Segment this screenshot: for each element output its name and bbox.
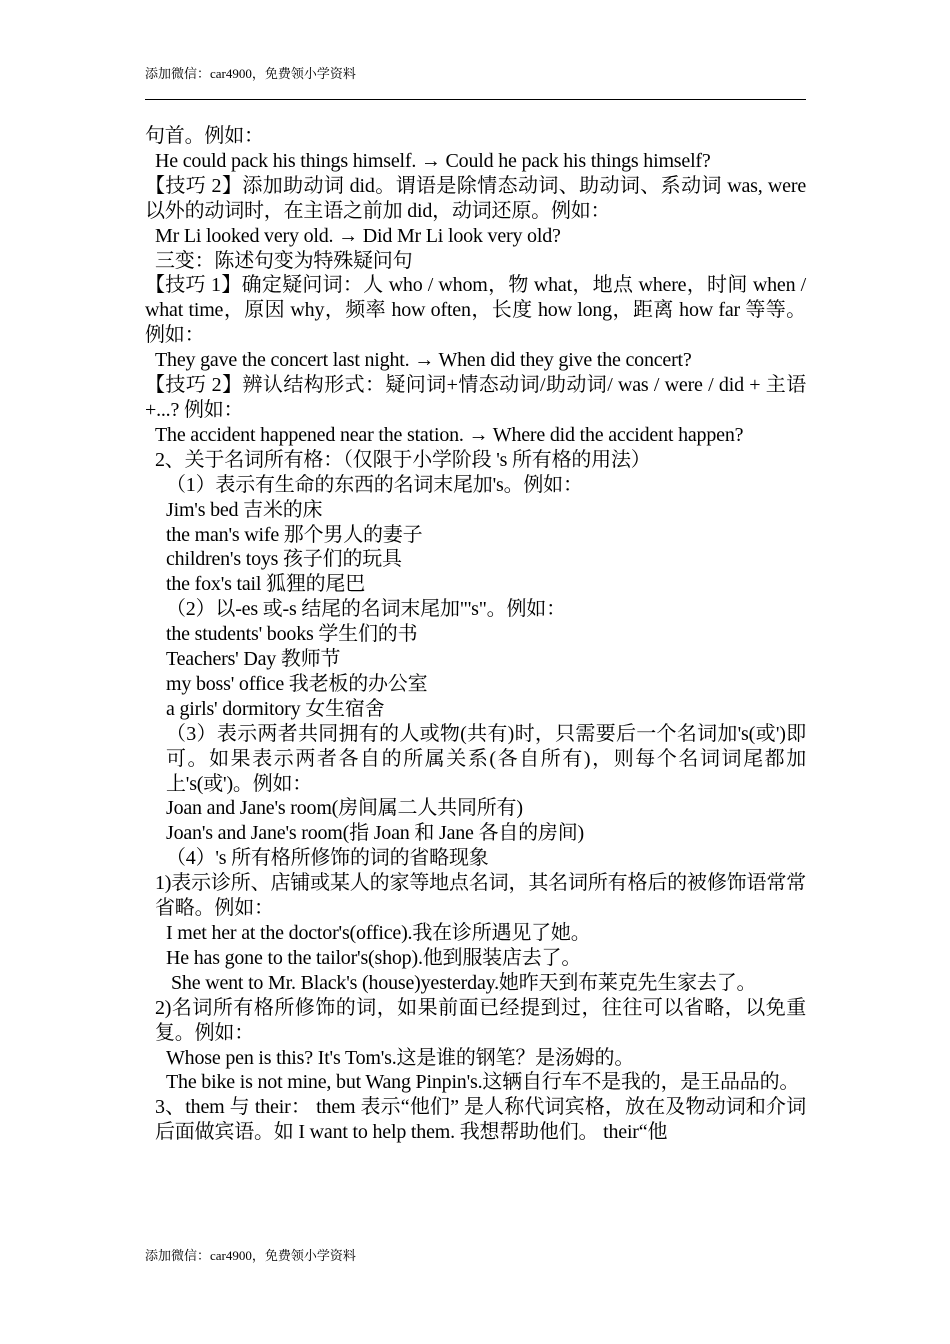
example-item: the fox's tail 狐狸的尾巴 xyxy=(166,573,366,596)
paragraph: 【技巧 2】添加助动词 did。谓语是除情态动词、助动词、系动词 was, were 以外的动词时，在主语之前加 did，动词还原。例如： xyxy=(145,174,806,222)
example-sentence: He could pack his things himself. → Could he pack his things himself? xyxy=(155,149,711,172)
example-item: Joan's and Jane's room(指 Joan 和 Jane 各自的房间) xyxy=(166,822,584,845)
example-sentence: Mr Li looked very old. → Did Mr Li look very old? xyxy=(155,224,561,247)
example-item: my boss' office 我老板的办公室 xyxy=(166,672,428,695)
example-item: Jim's bed 吉米的床 xyxy=(166,498,323,521)
example-item: children's toys 孩子们的玩具 xyxy=(166,548,402,571)
example-item: He has gone to the tailor's(shop).他到服装店去了。 xyxy=(166,946,582,969)
paragraph: 句首。例如： xyxy=(145,125,264,147)
example-item: The bike is not mine, but Wang Pinpin's.这辆自行车不是我的，是王品品的。 xyxy=(166,1071,800,1094)
example-item: Joan and Jane's room(房间属二人共同所有) xyxy=(166,797,523,820)
section-heading: 三变：陈述句变为特殊疑问句 xyxy=(155,249,413,272)
example-sentence: The accident happened near the station. → Where did the accident happen? xyxy=(155,423,744,446)
example-item: Teachers' Day 教师节 xyxy=(166,648,341,671)
example-item: the students' books 学生们的书 xyxy=(166,623,418,646)
page-footer: 添加微信：car4900，免费领小学资料 xyxy=(145,1248,356,1263)
paragraph: 2)名词所有格所修饰的词，如果前面已经提到过，往往可以省略，以免重复。例如： xyxy=(155,996,806,1044)
header-divider xyxy=(145,99,806,100)
document-body xyxy=(145,124,806,1145)
example-sentence: They gave the concert last night. → When did they give the concert? xyxy=(155,349,692,372)
paragraph: 1)表示诊所、店铺或某人的家等地点名词，其名词所有格后的被修饰语常常省略。例如： xyxy=(155,872,806,920)
paragraph: （2）以-es 或-s 结尾的名词末尾加"'s"。例如： xyxy=(166,598,566,621)
example-item: She went to Mr. Black's (house)yesterday.她昨天到布莱克先生家去了。 xyxy=(171,971,757,994)
paragraph: 【技巧 1】确定疑问词：人 who / whom，物 what，地点 where，时间 when / what time，原因 why，频率 how often，长度 how long，距离 how far 等等。例如： xyxy=(145,274,806,347)
paragraph: 3、them 与 their： them 表示“他们” 是人称代词宾格，放在及物动词和介词后面做宾语。如 I want to help them. 我想帮助他们。 their“他 xyxy=(155,1096,806,1144)
example-item: I met her at the doctor's(office).我在诊所遇见了她。 xyxy=(166,922,591,944)
example-item: Whose pen is this? It's Tom's.这是谁的钢笔？是汤姆的。 xyxy=(166,1046,635,1069)
paragraph: （4）'s 所有格所修饰的词的省略现象 xyxy=(166,847,489,870)
paragraph: （1）表示有生命的东西的名词末尾加's。例如： xyxy=(166,473,583,496)
paragraph: （3）表示两者共同拥有的人或物(共有)时，只需要后一个名词加's(或')即可。如果表示两者各自的所属关系(各自所有)，则每个名词词尾都加上's(或')。例如： xyxy=(166,722,806,795)
section-heading: 2、关于名词所有格：（仅限于小学阶段 's 所有格的用法） xyxy=(155,448,651,471)
page-header: 添加微信：car4900，免费领小学资料 xyxy=(145,66,356,81)
example-item: a girls' dormitory 女生宿舍 xyxy=(166,697,385,720)
example-item: the man's wife 那个男人的妻子 xyxy=(166,523,423,546)
paragraph: 【技巧 2】辨认结构形式：疑问词+情态动词/助动词/ was / were / did + 主语+...? 例如： xyxy=(145,374,806,421)
